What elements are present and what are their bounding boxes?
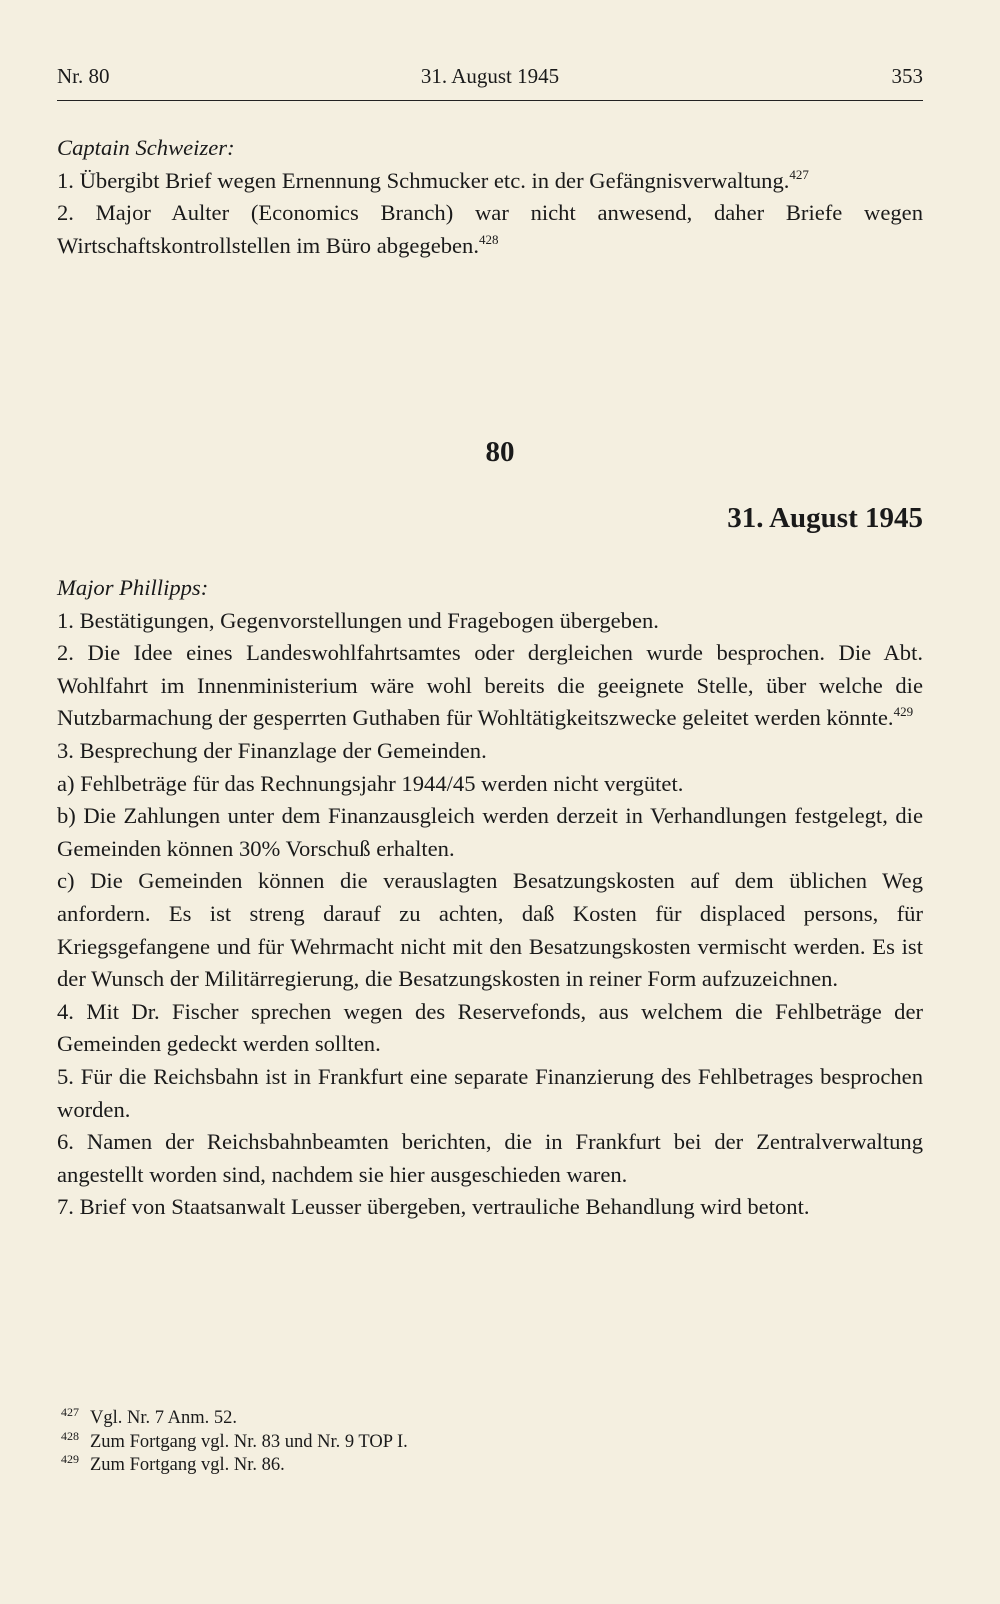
footnote: 429 Zum Fortgang vgl. Nr. 86. <box>61 1452 285 1475</box>
footnote-ref[interactable]: 427 <box>789 166 809 182</box>
header-document-number: Nr. 80 <box>57 64 110 88</box>
footnote-text: Zum Fortgang vgl. Nr. 83 und Nr. 9 TOP I. <box>90 1431 408 1452</box>
list-item: 2. Major Aulter (Economics Branch) war nicht anwesend, daher Briefe wegen Wirtschaftskontrollstellen im Büro abgegeben.$^{428}$ <box>57 200 923 258</box>
document-number-heading: 80 <box>485 436 515 468</box>
list-item: 6. Namen der Reichsbahnbeamten berichten, die in Frankfurt bei der Zentralverwaltung angestellt worden sind, nachdem sie hier ausgeschieden waren. <box>57 1129 923 1187</box>
list-item: 1. Bestätigungen, Gegenvorstellungen und Fragebogen übergeben. <box>57 607 659 633</box>
document-date-heading: 31. August 1945 <box>727 502 923 534</box>
previous-document-section <box>57 132 923 262</box>
list-item: 4. Mit Dr. Fischer sprechen wegen des Reservefonds, aus welchem die Fehlbeträge der Gemeinden gedeckt werden sollten. <box>57 998 923 1057</box>
list-item: b) Die Zahlungen unter dem Finanzausgleich werden derzeit in Verhandlungen festgelegt, die Gemeinden können 30% Vorschuß erhalten. <box>57 803 923 861</box>
footnote-text: Zum Fortgang vgl. Nr. 86. <box>90 1455 285 1475</box>
speaker-heading: Captain Schweizer: <box>57 135 235 160</box>
footnote-text: Vgl. Nr. 7 Anm. 52. <box>90 1408 237 1428</box>
list-item: c) Die Gemeinden können die verauslagten Besatzungskosten auf dem üblichen Weg anfordern. Es ist streng darauf zu achten, daß Kosten für displaced persons, für Kriegsgefangene und für Wehrmacht nicht mit den Besatzungskosten vermischt werden. Es ist der Wunsch der Militärregierung, die Besatzungskosten in reiner Form aufzuzeichnen. <box>57 868 923 992</box>
footnotes <box>61 1407 923 1478</box>
running-header <box>57 60 923 101</box>
page-number: 353 <box>891 64 923 88</box>
speaker-heading: Major Phillipps: <box>57 575 209 600</box>
list-item: 3. Besprechung der Finanzlage der Gemeinden. <box>57 737 487 763</box>
list-item: 5. Für die Reichsbahn ist in Frankfurt eine separate Finanzierung des Fehlbetrages besprochen worden. <box>57 1063 923 1122</box>
list-item: 2. Die Idee eines Landeswohlfahrtsamtes oder dergleichen wurde besprochen. Die Abt. Wohlfahrt im Innenministerium wäre wohl bereits die geeignete Stelle, über welche die Nutzbarmachung der gesperrten Guthaben für Wohltätigkeitszwecke geleitet werden könnte.$^{429}$ <box>57 640 923 731</box>
header-date: 31. August 1945 <box>420 64 560 88</box>
footnote-ref[interactable]: 429 <box>893 704 914 720</box>
list-item: 1. Übergibt Brief wegen Ernennung Schmucker etc. in der Gefängnisverwaltung.$^{427}$ <box>57 166 809 193</box>
footnote-ref[interactable]: 428 <box>479 231 499 247</box>
footnote: 428 Zum Fortgang vgl. Nr. 83 und Nr. 9 TOP I. <box>61 1428 408 1452</box>
footnote: 427 Vgl. Nr. 7 Anm. 52. <box>61 1405 237 1428</box>
document-body <box>57 572 923 1224</box>
list-item: 7. Brief von Staatsanwalt Leusser übergeben, vertrauliche Behandlung wird betont. <box>57 1194 810 1220</box>
list-item: a) Fehlbeträge für das Rechnungsjahr 1944/45 werden nicht vergütet. <box>57 770 684 796</box>
